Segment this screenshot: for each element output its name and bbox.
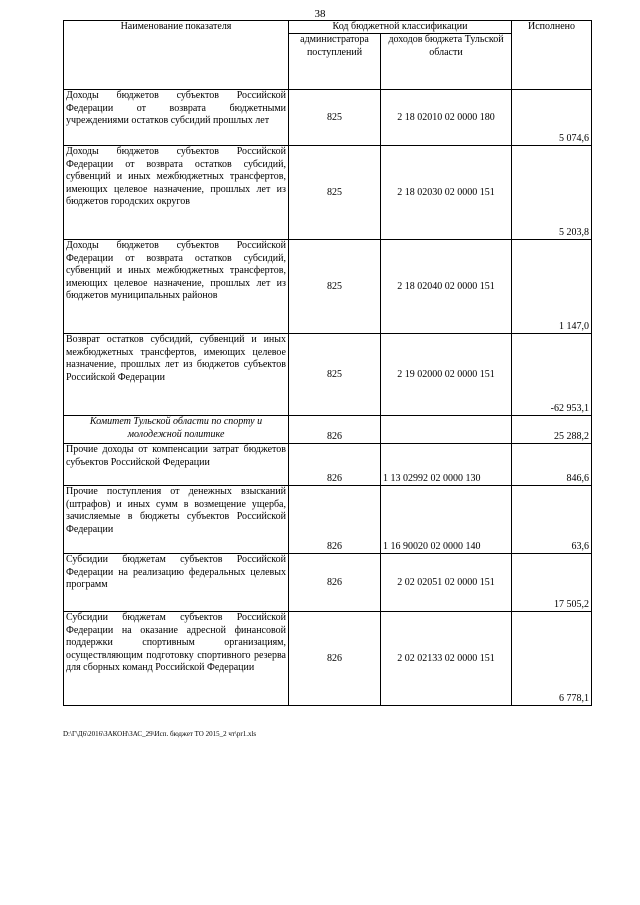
table-row [64,146,592,240]
table-row [64,240,592,334]
header-admin: администратора поступлений [289,34,381,90]
row-admin-code: 826 [289,486,381,554]
row-name: Доходы бюджетов субъектов Российской Федерации от возврата бюджетными учреждениями остатков субсидий прошлых лет [64,90,289,146]
row-income-code: 2 18 02030 02 0000 151 [381,146,512,240]
table-row [64,612,592,706]
row-value: 1 147,0 [512,240,592,334]
table-row [64,554,592,612]
row-name: Возврат остатков субсидий, субвенций и иных межбюджетных трансфертов, имеющих целевое назначение, прошлых лет из бюджетов субъектов Российской Федерации [64,334,289,416]
row-income-code: 2 18 02040 02 0000 151 [381,240,512,334]
row-admin-code: 826 [289,444,381,486]
header-executed: Исполнено [512,21,592,90]
row-admin-code: 826 [289,612,381,706]
header-name: Наименование показателя [64,21,289,90]
budget-table [63,20,592,706]
row-value: 6 778,1 [512,612,592,706]
row-admin-code: 825 [289,240,381,334]
row-name: Доходы бюджетов субъектов Российской Федерации от возврата остатков субсидий, субвенций и иных межбюджетных трансфертов, имеющих целевое назначение, прошлых лет из бюджетов городских округов [64,146,289,240]
row-income-code: 2 02 02133 02 0000 151 [381,612,512,706]
header-income: доходов бюджета Тульской области [381,34,512,90]
row-admin-code: 826 [289,554,381,612]
row-value: -62 953,1 [512,334,592,416]
row-value: 5 203,8 [512,146,592,240]
table-row [64,444,592,486]
row-name: Прочие поступления от денежных взысканий (штрафов) и иных сумм в возмещение ущерба, зачисляемые в бюджеты субъектов Российской Федерации [64,486,289,554]
table-row [64,90,592,146]
table-row [64,416,592,444]
row-value: 846,6 [512,444,592,486]
row-admin-code: 825 [289,146,381,240]
table-row [64,486,592,554]
page-number: 38 [314,8,326,20]
row-admin-code: 826 [289,416,381,444]
row-value: 5 074,6 [512,90,592,146]
row-income-code: 2 19 02000 02 0000 151 [381,334,512,416]
row-name: Доходы бюджетов субъектов Российской Федерации от возврата остатков субсидий, субвенций и иных межбюджетных трансфертов, имеющих целевое назначение, прошлых лет из бюджетов муниципальных районов [64,240,289,334]
row-name: Субсидии бюджетам субъектов Российской Федерации на реализацию федеральных целевых программ [64,554,289,612]
row-value: 25 288,2 [512,416,592,444]
row-name: Комитет Тульской области по спорту и молодежной политике [64,416,289,444]
row-income-code: 1 13 02992 02 0000 130 [381,444,512,486]
row-admin-code: 825 [289,90,381,146]
table-row [64,334,592,416]
row-value: 17 505,2 [512,554,592,612]
row-income-code: 1 16 90020 02 0000 140 [381,486,512,554]
row-admin-code: 825 [289,334,381,416]
file-path-footer: D:\Г\Д6\2016\ЗАКОН\ЗАС_29\Исп. бюджет ТО 2015_2 чт\pr1.xls [63,730,257,738]
row-name: Субсидии бюджетам субъектов Российской Федерации на оказание адресной финансовой поддержки спортивным организациям, осуществляющим подготовку спортивного резерва для сборных команд Российской Федерации [64,612,289,706]
row-income-code: 2 02 02051 02 0000 151 [381,554,512,612]
row-income-code [381,416,512,444]
header-code-group: Код бюджетной классификации [289,21,512,34]
header-row-1 [64,21,592,34]
row-income-code: 2 18 02010 02 0000 180 [381,90,512,146]
row-name: Прочие доходы от компенсации затрат бюджетов субъектов Российской Федерации [64,444,289,486]
row-value: 63,6 [512,486,592,554]
